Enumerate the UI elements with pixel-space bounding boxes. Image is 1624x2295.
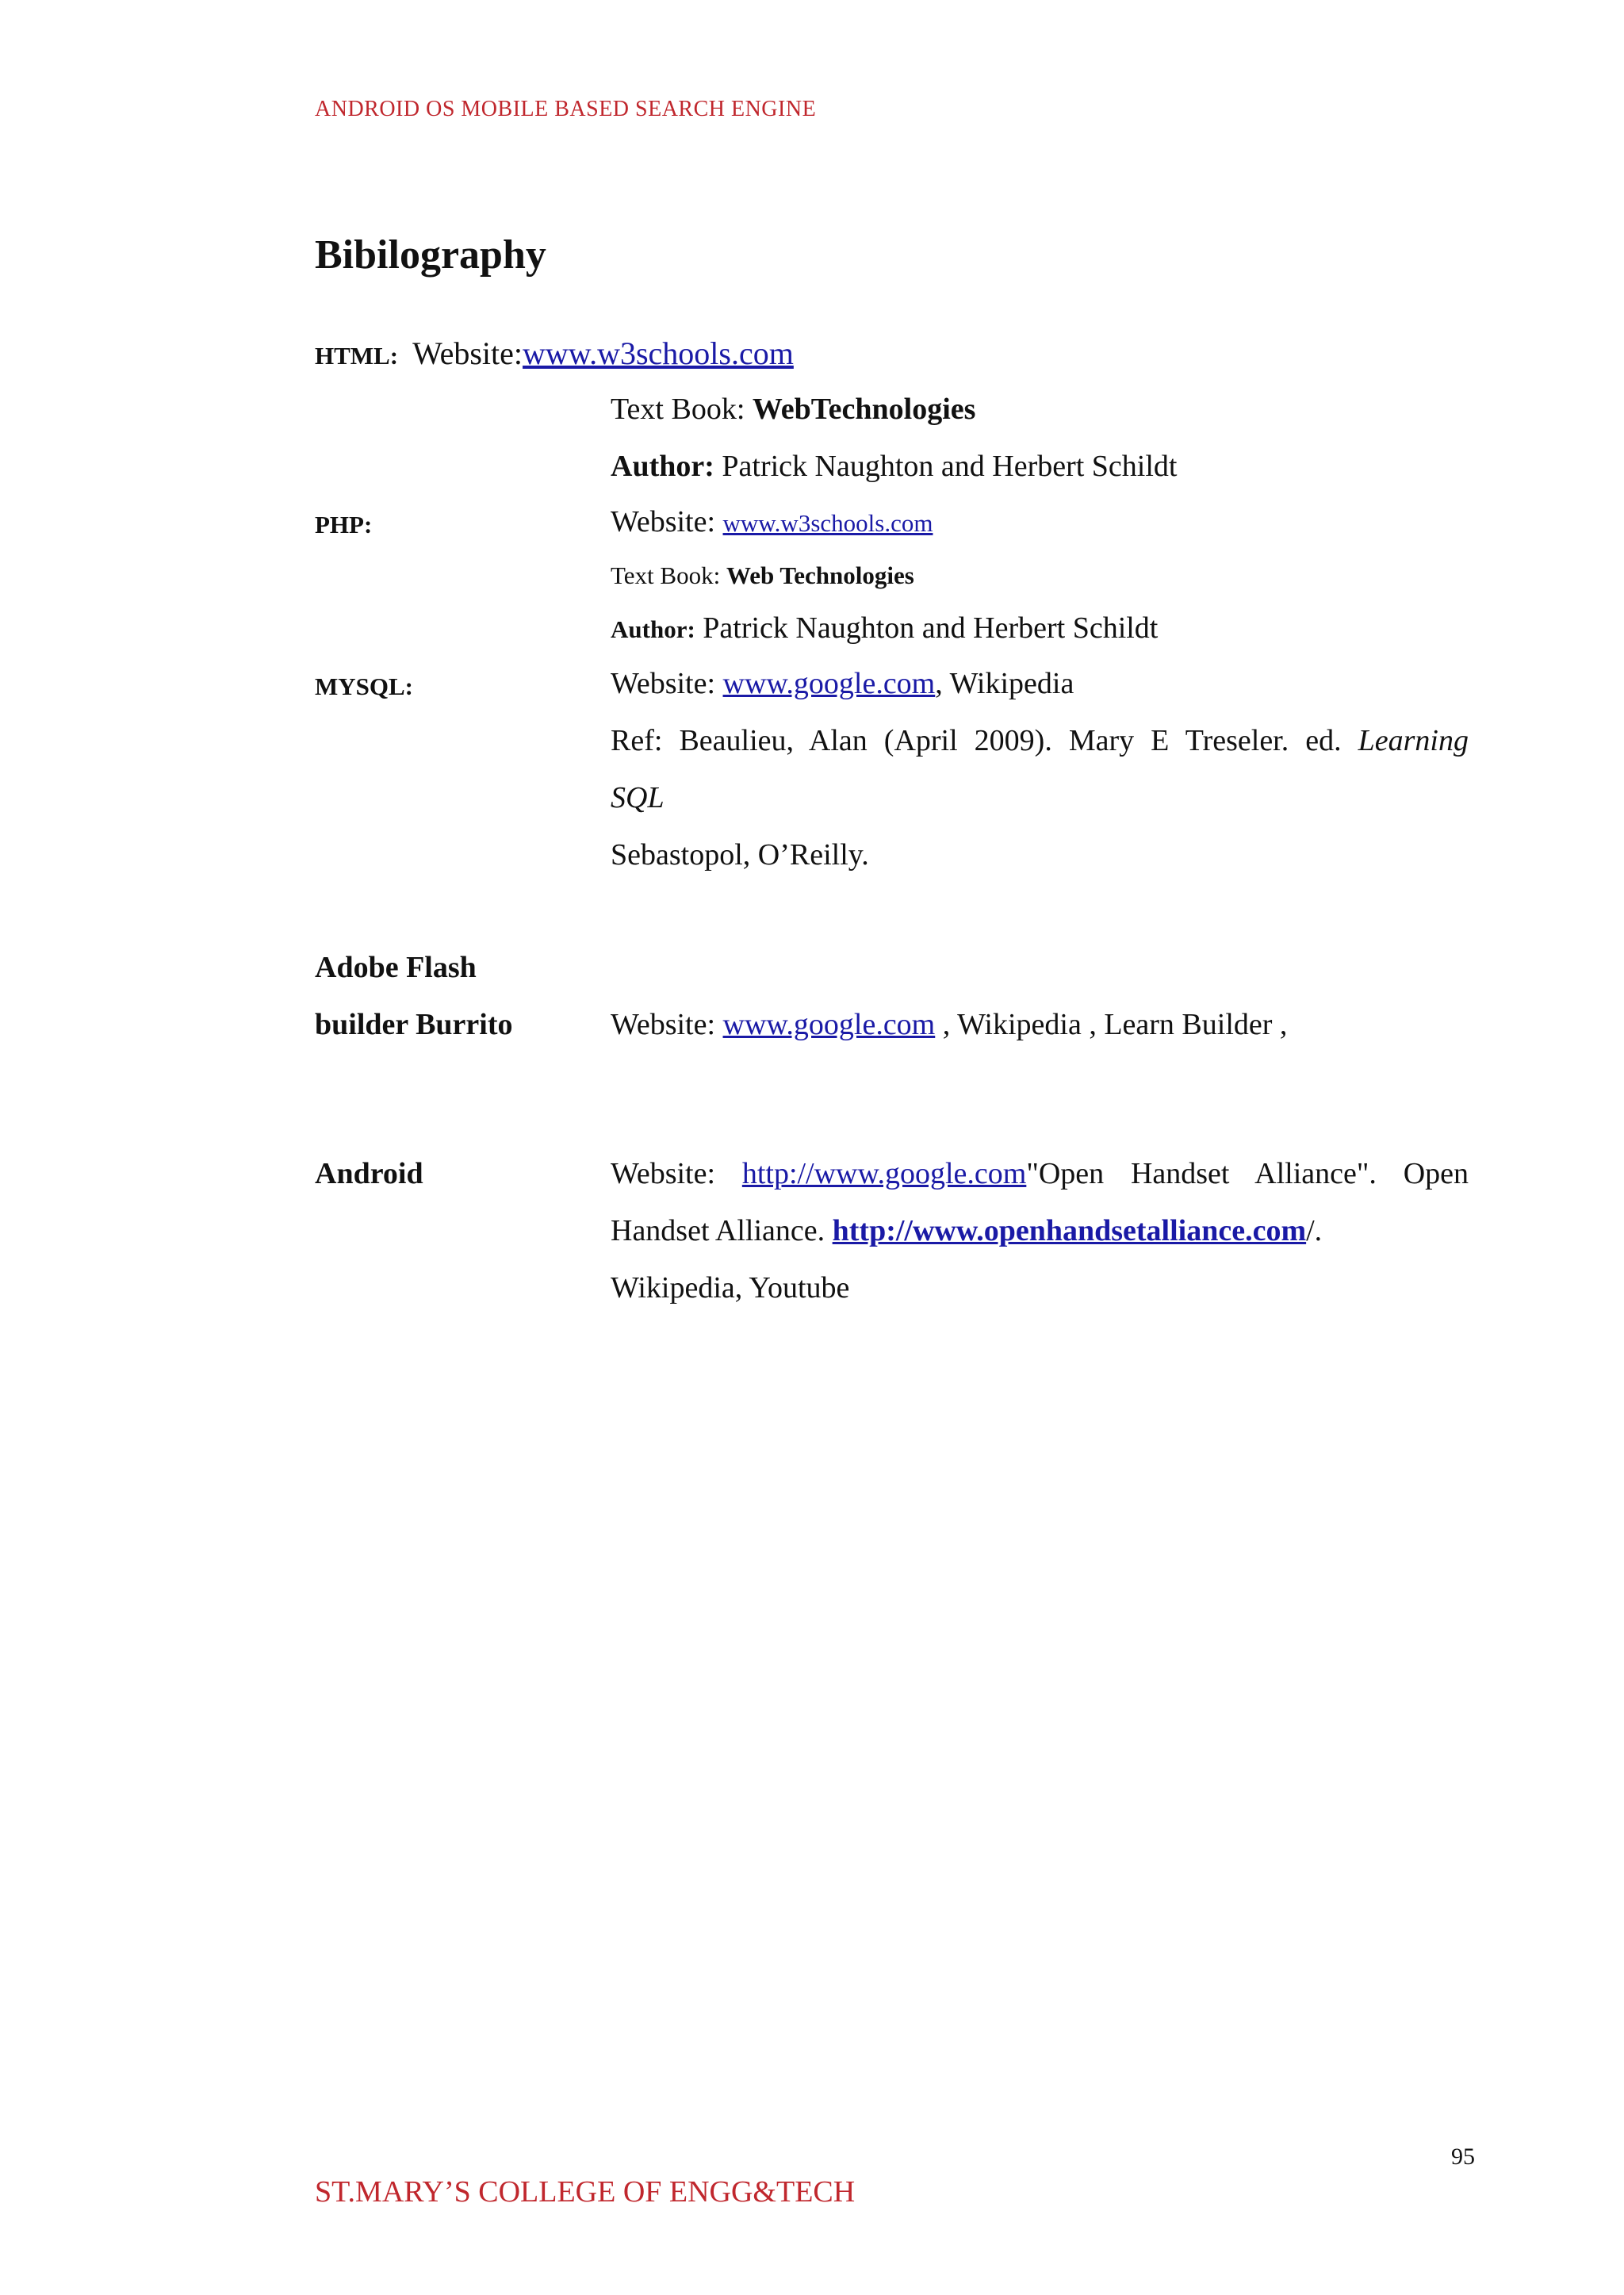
- mysql-label: MYSQL:: [315, 672, 413, 700]
- page-number: 95: [1451, 2144, 1475, 2170]
- mysql-website-prefix: Website:: [611, 667, 723, 700]
- flash-website-line: [611, 1007, 1287, 1042]
- flash-website-suffix: , Wikipedia , Learn Builder ,: [935, 1008, 1288, 1041]
- php-website-line: [611, 504, 933, 539]
- android-line2-prefix: Handset Alliance.: [611, 1214, 833, 1247]
- php-textbook-prefix: Text Book:: [611, 561, 726, 589]
- android-alliance-link[interactable]: http://www.openhandsetalliance.com: [832, 1214, 1307, 1247]
- flash-label-line2: builder Burrito: [315, 1008, 513, 1041]
- html-website-prefix: Website:: [412, 335, 523, 371]
- mysql-website-link[interactable]: www.google.com: [722, 667, 936, 700]
- android-website-prefix: Website:: [611, 1157, 742, 1190]
- html-website-line: [315, 335, 794, 372]
- android-label: Android: [315, 1157, 423, 1190]
- php-author-prefix: Author:: [611, 615, 695, 643]
- mysql-website-suffix: , Wikipedia: [935, 667, 1074, 700]
- flash-website-link[interactable]: www.google.com: [722, 1008, 936, 1041]
- mysql-ref-italic: Learning: [1358, 724, 1469, 757]
- html-textbook-line: [611, 392, 975, 427]
- mysql-website-line: [611, 666, 1074, 701]
- html-website-link[interactable]: www.w3schools.com: [523, 335, 794, 371]
- php-website-link[interactable]: www.w3schools.com: [722, 509, 933, 537]
- page-title: Bibilography: [315, 232, 546, 278]
- php-author-names: Patrick Naughton and Herbert Schildt: [695, 611, 1159, 645]
- android-line2: [611, 1213, 1322, 1248]
- html-label: HTML:: [315, 342, 399, 370]
- mysql-ref-line2: SQL: [611, 781, 665, 814]
- php-textbook-line: [611, 561, 914, 590]
- android-line2-suffix: /.: [1306, 1214, 1323, 1247]
- flash-label-line1: Adobe Flash: [315, 951, 477, 984]
- running-header: ANDROID OS MOBILE BASED SEARCH ENGINE: [315, 97, 817, 121]
- mysql-ref-line3: Sebastopol, O’Reilly.: [611, 838, 869, 872]
- html-author-names: Patrick Naughton and Herbert Schildt: [714, 450, 1178, 483]
- mysql-ref-line1: [611, 723, 1469, 758]
- php-textbook-title: Web Technologies: [726, 561, 914, 589]
- mysql-ref-text: Ref: Beaulieu, Alan (April 2009). Mary E Treseler. ed.: [611, 724, 1342, 757]
- html-textbook-prefix: Text Book:: [611, 393, 753, 426]
- android-website-link[interactable]: http://www.google.com: [741, 1157, 1027, 1190]
- android-line1: [611, 1156, 1469, 1191]
- php-author-line: [611, 611, 1158, 646]
- running-footer: ST.MARY’S COLLEGE OF ENGG&TECH: [315, 2175, 856, 2209]
- android-line3: Wikipedia, Youtube: [611, 1271, 850, 1305]
- html-author-prefix: Author:: [611, 450, 714, 483]
- php-label: PHP:: [315, 511, 373, 538]
- html-author-line: [611, 449, 1177, 484]
- php-website-prefix: Website:: [611, 505, 723, 538]
- flash-website-prefix: Website:: [611, 1008, 723, 1041]
- html-textbook-title: WebTechnologies: [752, 393, 976, 426]
- android-line1-suffix: "Open Handset Alliance". Open: [1026, 1157, 1469, 1190]
